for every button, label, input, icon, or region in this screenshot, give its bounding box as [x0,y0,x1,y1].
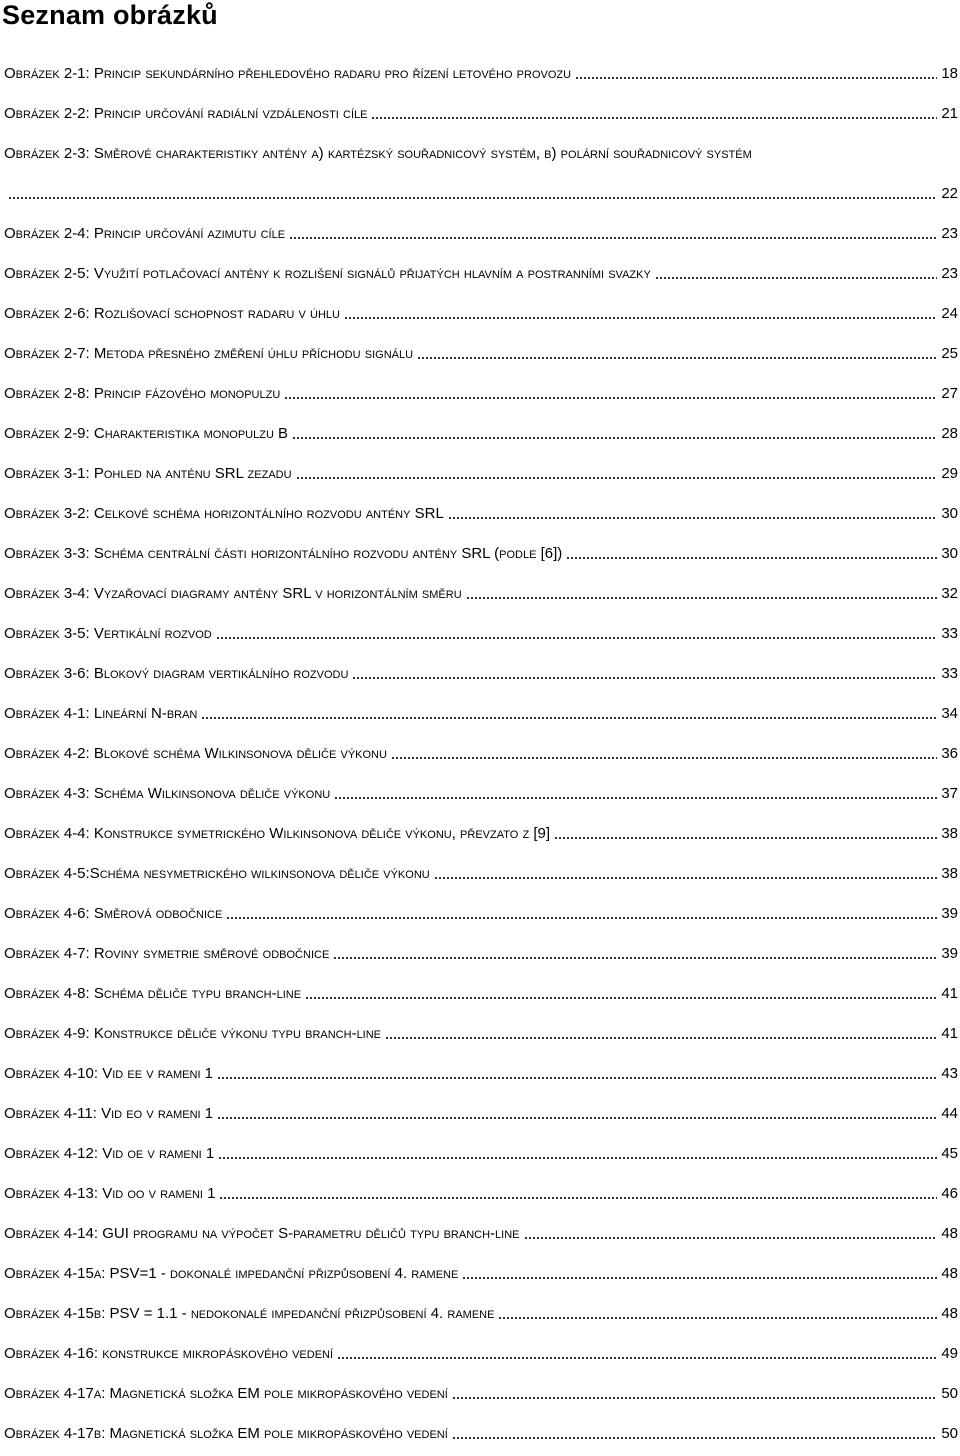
toc-entry-page-number: 39 [941,945,958,962]
toc-entry-label: Obrázek 4-14: GUI programu na výpočet S-parametru děličů typu branch-line [4,1225,520,1242]
toc-entry[interactable] [0,1056,960,1096]
dot-leader [385,1037,937,1039]
toc-entry[interactable] [0,1296,960,1336]
toc-entry-label: Obrázek 3-2: Celkové schéma horizontálního rozvodu antény SRL [4,505,444,522]
toc-entry[interactable] [0,336,960,376]
toc-entry[interactable] [0,776,960,816]
dot-leader [333,957,937,959]
toc-entry-label: Obrázek 4-3: Schéma Wilkinsonova děliče výkonu [4,785,331,802]
toc-entry-page-number: 33 [941,625,958,642]
toc-entry[interactable] [0,296,960,336]
toc-entry-label: Obrázek 4-15b: PSV = 1.1 - nedokonalé impedanční přizpůsobení 4. ramene [4,1305,495,1322]
dot-leader [655,277,938,279]
toc-entry-page-number: 24 [941,305,958,322]
toc-entry[interactable] [0,1016,960,1056]
dot-leader [226,917,937,919]
dot-leader [462,1277,937,1279]
toc-entry-label: Obrázek 2-1: Princip sekundárního přehledového radaru pro řízení letového provozu [4,65,572,82]
toc-entry[interactable] [0,496,960,536]
toc-entry[interactable] [0,1096,960,1136]
dot-leader [417,357,937,359]
dot-leader [452,1437,938,1439]
page-title: Seznam obrázků [2,0,218,30]
toc-entry[interactable] [0,1256,960,1296]
toc-entry-label: Obrázek 4-2: Blokové schéma Wilkinsonova děliče výkonu [4,745,387,762]
dot-leader [448,517,938,519]
dot-leader [566,557,937,559]
toc-entry-label: Obrázek 2-3: Směrové charakteristiky antény a) kartézský souřadnicový systém, b) polární souřadnicový systém [4,145,752,162]
toc-entry-label: Obrázek 3-6: Blokový diagram vertikálního rozvodu [4,665,349,682]
dot-leader [201,717,937,719]
dot-leader [466,597,938,599]
toc-entry-label: Obrázek 4-16: konstrukce mikropáskového vedení [4,1345,334,1362]
toc-entry-page-number: 29 [941,465,958,482]
toc-entry[interactable] [0,376,960,416]
dot-leader [334,797,937,799]
dot-leader [498,1317,937,1319]
toc-entry-page-number: 39 [941,905,958,922]
toc-entry[interactable] [0,216,960,256]
toc-entry-page-number: 32 [941,585,958,602]
toc-entry[interactable] [0,936,960,976]
toc-entry-page-number: 49 [941,1345,958,1362]
toc-entry-page-number: 46 [941,1185,958,1202]
toc-entry-page-number: 50 [941,1425,958,1442]
toc-entry[interactable] [0,1216,960,1256]
toc-entry-page-number: 48 [941,1305,958,1322]
toc-entry[interactable] [0,1336,960,1376]
toc-entry-page-number: 37 [941,785,958,802]
toc-entry-page-number: 28 [941,425,958,442]
toc-entry-label: Obrázek 3-1: Pohled na anténu SRL zezadu [4,465,292,482]
toc-entry[interactable] [0,896,960,936]
toc-entry-label: Obrázek 2-6: Rozlišovací schopnost radaru v úhlu [4,305,340,322]
toc-entry-page-number: 30 [941,545,958,562]
toc-entry[interactable] [0,976,960,1016]
figure-list [0,56,960,1456]
toc-entry-page-number: 23 [941,225,958,242]
toc-entry-page-number: 36 [941,745,958,762]
dot-leader [452,1397,938,1399]
toc-entry[interactable] [0,816,960,856]
toc-entry-page-number: 44 [941,1105,958,1122]
toc-entry-page-number: 25 [941,345,958,362]
toc-entry[interactable] [0,1416,960,1456]
toc-entry-label: Obrázek 3-4: Vyzařovací diagramy antény SRL v horizontálním směru [4,585,462,602]
toc-entry-page-number: 38 [941,865,958,882]
dot-leader [352,677,937,679]
toc-entry[interactable] [0,416,960,456]
toc-entry[interactable] [0,576,960,616]
toc-entry-page-number: 43 [941,1065,958,1082]
toc-entry-label: Obrázek 4-11: Vid eo v rameni 1 [4,1105,214,1122]
dot-leader [575,77,937,79]
toc-entry[interactable] [0,656,960,696]
toc-entry-page-number: 33 [941,665,958,682]
toc-entry-label: Obrázek 2-9: Charakteristika monopulzu B [4,425,289,442]
toc-entry[interactable] [0,696,960,736]
dot-leader [289,237,937,239]
toc-entry-label: Obrázek 4-7: Roviny symetrie směrové odbočnice [4,945,330,962]
toc-entry-label: Obrázek 3-3: Schéma centrální části horizontálního rozvodu antény SRL (podle [6]) [4,545,563,562]
dot-leader [217,1077,937,1079]
toc-entry[interactable] [0,456,960,496]
dot-leader [8,197,937,199]
toc-entry-label: Obrázek 4-10: Vid ee v rameni 1 [4,1065,214,1082]
toc-entry-label: Obrázek 4-12: Vid oe v rameni 1 [4,1145,215,1162]
toc-entry[interactable] [0,136,960,216]
dot-leader [391,757,937,759]
toc-entry-label: Obrázek 2-7: Metoda přesného změření úhlu příchodu signálu [4,345,414,362]
toc-entry-label: Obrázek 4-4: Konstrukce symetrického Wilkinsonova děliče výkonu, převzato z [9] [4,825,551,842]
toc-entry-page-number: 48 [941,1225,958,1242]
toc-entry-label: Obrázek 3-5: Vertikální rozvod [4,625,212,642]
dot-leader [296,477,938,479]
dot-leader [218,1157,937,1159]
toc-entry-page-number: 41 [941,985,958,1002]
toc-entry-page-number: 45 [941,1145,958,1162]
dot-leader [284,397,937,399]
toc-entry-page-number: 38 [941,825,958,842]
toc-entry-page-number: 34 [941,705,958,722]
toc-entry-label: Obrázek 2-8: Princip fázového monopulzu [4,385,281,402]
toc-entry-label: Obrázek 4-6: Směrová odbočnice [4,905,223,922]
toc-entry-label: Obrázek 4-9: Konstrukce děliče výkonu typu branch-line [4,1025,382,1042]
toc-entry[interactable] [0,616,960,656]
dot-leader [219,1197,937,1199]
toc-entry-page-number: 22 [941,185,958,202]
dot-leader [216,637,938,639]
dot-leader [344,317,937,319]
toc-entry-label: Obrázek 4-15a: PSV=1 - dokonalé impedanční přizpůsobení 4. ramene [4,1265,459,1282]
toc-entry-label: Obrázek 4-17b: Magnetická složka EM pole mikropáskového vedení [4,1425,448,1442]
toc-entry[interactable] [0,856,960,896]
toc-entry-label: Obrázek 4-1: Lineární N-bran [4,705,198,722]
toc-entry[interactable] [0,1136,960,1176]
toc-entry-label: Obrázek 4-8: Schéma děliče typu branch-line [4,985,302,1002]
toc-entry-page-number: 50 [941,1385,958,1402]
toc-entry[interactable] [0,736,960,776]
toc-entry-page-number: 21 [941,105,958,122]
dot-leader [305,997,937,999]
toc-entry-page-number: 30 [941,505,958,522]
toc-entry-label: Obrázek 4-17a: Magnetická složka EM pole mikropáskového vedení [4,1385,448,1402]
dot-leader [337,1357,937,1359]
toc-entry[interactable] [0,1176,960,1216]
toc-entry-page-number: 18 [941,65,958,82]
toc-entry-page-number: 23 [941,265,958,282]
dot-leader [524,1237,938,1239]
toc-entry-page-number: 48 [941,1265,958,1282]
toc-entry[interactable] [0,1376,960,1416]
toc-entry-label: Obrázek 2-4: Princip určování azimutu cíle [4,225,286,242]
dot-leader [434,877,938,879]
toc-entry[interactable] [0,96,960,136]
toc-entry[interactable] [0,56,960,96]
toc-entry-label: Obrázek 2-5: Využití potlačovací antény k rozlišení signálů přijatých hlavním a postranními svazky [4,265,651,282]
dot-leader [292,437,937,439]
toc-entry-label: Obrázek 4-5:Schéma nesymetrického wilkinsonova děliče výkonu [4,865,430,882]
toc-entry[interactable] [0,536,960,576]
dot-leader [554,837,937,839]
toc-entry[interactable] [0,256,960,296]
dot-leader [371,117,937,119]
toc-entry-page-number: 27 [941,385,958,402]
toc-entry-label: Obrázek 2-2: Princip určování radiální vzdálenosti cíle [4,105,368,122]
toc-entry-label: Obrázek 4-13: Vid oo v rameni 1 [4,1185,216,1202]
dot-leader [217,1117,937,1119]
toc-entry-page-number: 41 [941,1025,958,1042]
